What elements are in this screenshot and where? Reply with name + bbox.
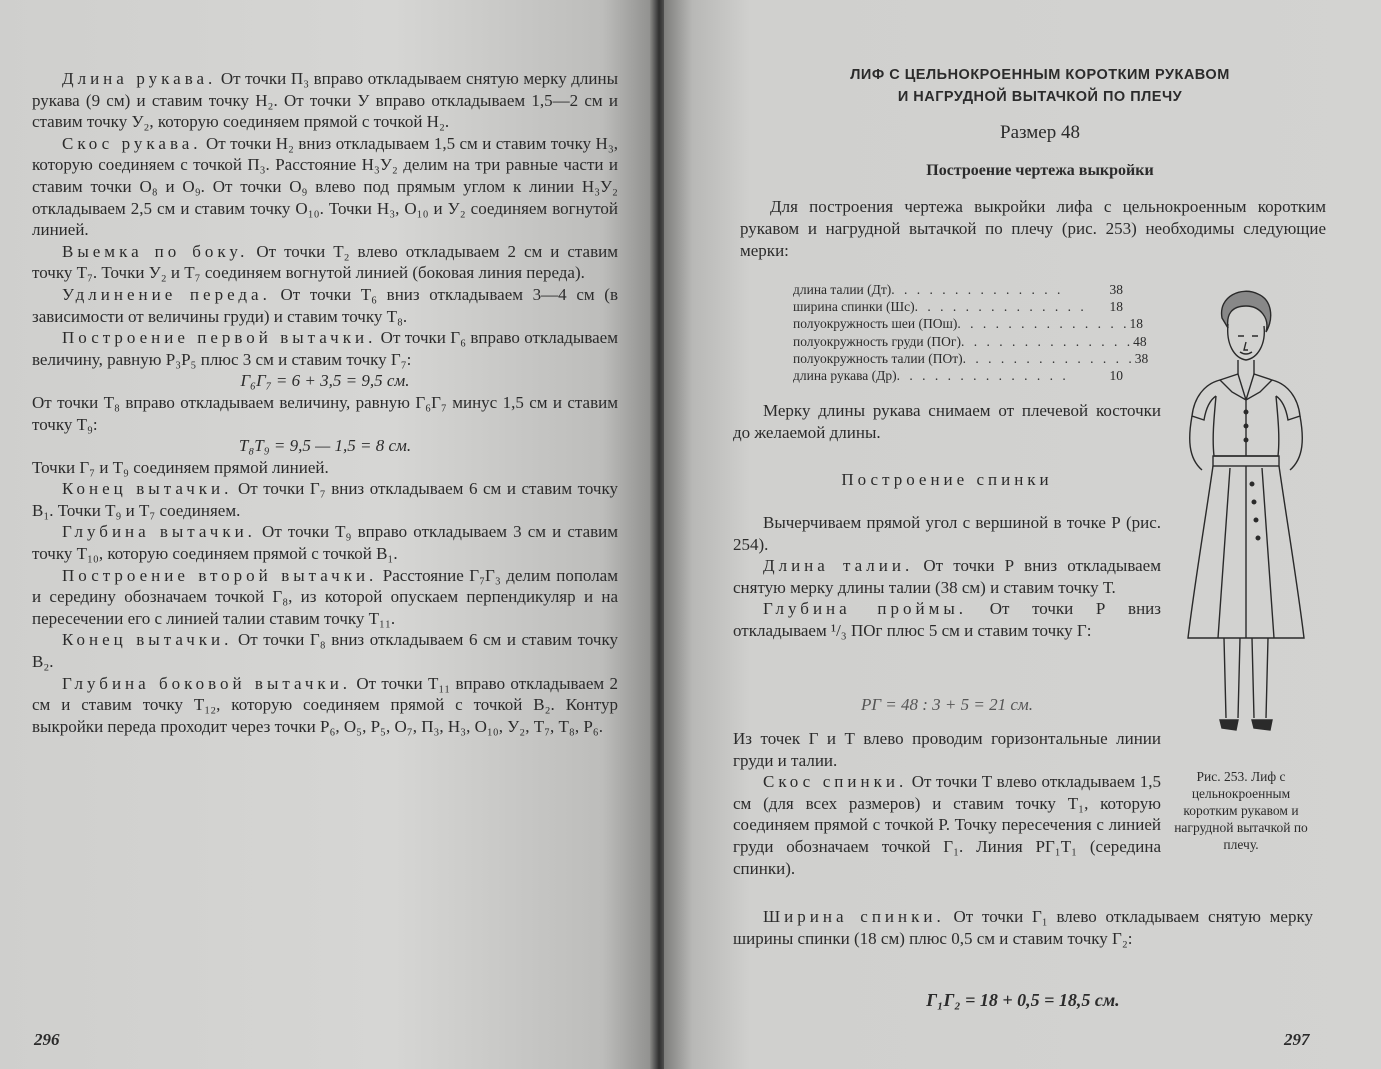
measurement-label: длина рукава (Др) xyxy=(793,368,897,384)
chapter-title-line-1: ЛИФ С ЦЕЛЬНОКРОЕННЫМ КОРОТКИМ РУКАВОМ xyxy=(850,67,1230,83)
leader-dots: . . . . . . . . . . . . . . xyxy=(960,333,1134,349)
paragraph xyxy=(32,241,618,284)
paragraph xyxy=(32,673,618,738)
leader-dots: . . . . . . . . . . . . . . xyxy=(962,350,1135,366)
measurement-label: длина талии (Дт) xyxy=(793,282,892,297)
paragraph-lead: Удлинение переда. xyxy=(62,284,271,304)
leader-dots: . . . . . . . . . . . . . . xyxy=(957,316,1130,332)
measurement-row xyxy=(793,333,1147,350)
measurement-row xyxy=(793,350,1149,367)
paragraph-lead: Длина рукава. xyxy=(62,69,217,88)
paragraph-body: От точки Г₆ вправо откладываем величину, равную Р₃Р₅ плюс 3 см и ставим точку Г₇: xyxy=(32,328,618,369)
back-section-heading: Построение спинки xyxy=(841,470,1053,489)
measurement-value: 18 xyxy=(1109,299,1123,315)
para-armhole-lead: Глубина проймы. xyxy=(763,599,968,619)
chapter-title-line-2: И НАГРУДНОЙ ВЫТАЧКОЙ ПО ПЛЕЧУ xyxy=(897,89,1183,105)
back-construction-text-2 xyxy=(733,728,1161,879)
dress-figure-illustration xyxy=(1180,288,1310,758)
para-armhole xyxy=(733,598,1161,641)
paragraph-body: Расстояние Г₇Г₃ делим пополам и середину обозначаем точкой Г₈, из которой опускаем перпендикуляр и на пересечении его с линией талии ставим точку Т₁₁. xyxy=(32,565,618,628)
paragraph xyxy=(32,327,618,370)
paragraph-lead: Глубина боковой вытачки. xyxy=(62,673,352,693)
paragraph-lead: Конец вытачки. xyxy=(62,479,233,499)
formula-back-width: Г₁Г₂ = 18 + 0,5 = 18,5 см. xyxy=(926,990,1120,1010)
paragraph-lead: Выемка по боку. xyxy=(62,241,249,261)
left-page xyxy=(0,0,655,1069)
leader-dots: . . . . . . . . . . . . . . xyxy=(896,368,1069,384)
measurement-label: ширина спинки (Шс) xyxy=(793,299,915,315)
paragraph-body: От точки Г₇ вниз откладываем 6 см и ставим точку В₁. Точки Т₉ и Т₇ соединяем. xyxy=(32,479,618,520)
back-construction-text xyxy=(733,512,1161,642)
measurement-label: полуокружность талии (ПОт) xyxy=(793,350,963,366)
paragraph-body: От точки Т₆ вниз откладываем 3—4 см (в зависимости от величины груди) и ставим точку Т₈. xyxy=(32,284,618,326)
para-armhole-body: От точки Р вниз откладываем ¹/₃ ПОг плюс 5 см и ставим точку Г: xyxy=(733,599,1161,640)
para-slope-lead: Скос спинки. xyxy=(763,772,908,792)
size-heading: Размер 48 xyxy=(1000,122,1080,143)
paragraph xyxy=(32,284,618,327)
back-width-text xyxy=(733,906,1313,949)
paragraph-body: От точки Т₁₁ вправо откладываем 2 см и ставим точку Т₁₂, которую соединяем прямой с точкой В₂. Контур выкройки переда проходит через точки Р₆, О₅, Р₅, О₇, П₃, Н₃, О₁₀, У₂, Т₇, Т₈, Р₆. xyxy=(32,673,618,736)
measurement-value: 18 xyxy=(1129,316,1143,332)
paragraph: От точки Т₈ вправо откладываем величину, равную Г₆Г₇ минус 1,5 см и ставим точку Т₉: xyxy=(32,392,618,434)
paragraph xyxy=(32,521,618,564)
paragraph-body: От точки Г₈ вниз откладываем 6 см и ставим точку В₂. xyxy=(32,630,618,672)
paragraph xyxy=(32,68,618,133)
measurement-label: полуокружность груди (ПОг) xyxy=(793,333,961,349)
measurement-value: 48 xyxy=(1133,333,1147,349)
para-angle: Вычерчиваем прямой угол с вершиной в точке Р (рис. 254). xyxy=(733,513,1161,554)
formula-armhole: РГ = 48 : 3 + 5 = 21 см. xyxy=(860,695,1034,714)
intro-text: Для построения чертежа выкройки лифа с цельнокроенным коротким рукавом и нагрудной вытачкой по плечу (рис. 253) необходимы следующие мерки: xyxy=(740,197,1326,260)
measurement-value: 38 xyxy=(1134,350,1149,366)
paragraph-lead: Скос рукава. xyxy=(62,133,202,153)
measurement-row xyxy=(793,367,1123,384)
measurement-value: 38 xyxy=(1109,282,1123,297)
left-page-text xyxy=(32,68,618,737)
para-width-lead: Ширина спинки. xyxy=(763,907,945,926)
measurement-row xyxy=(793,315,1143,332)
measurements-list xyxy=(793,281,1149,384)
para-waist-lead: Длина талии. xyxy=(763,556,914,576)
paragraph-lead: Глубина вытачки. xyxy=(62,522,256,542)
page-number-right: 297 xyxy=(1284,1030,1310,1049)
paragraph xyxy=(32,133,618,241)
measurement-label: полуокружность шеи (ПОш) xyxy=(793,316,958,332)
formula: Г₆Г₇ = 6 + 3,5 = 9,5 см. xyxy=(240,371,410,391)
para-waist-body: От точки Р вниз откладываем снятую мерку длины талии (38 см) и ставим точку Т. xyxy=(733,556,1161,597)
paragraph xyxy=(32,565,618,630)
paragraph-lead: Построение второй вытачки. xyxy=(62,565,378,585)
intro-paragraph xyxy=(740,196,1326,262)
formula: Т₈Т₉ = 9,5 — 1,5 = 8 см. xyxy=(238,436,412,456)
paragraph-body: От точки Н₂ вниз откладываем 1,5 см и ставим точку Н₃, которую соединяем с точкой П₃. Расстояние Н₃У₂ делим на три равные части и ставим точки О₈ и О₉. От точки О₉ влево под прямым углом к линии Н₃У₂ откладываем 2,5 см и ставим точку О₁₀. Точки Н₃, О₁₀ и У₂ соединяем вогнутой линией. xyxy=(32,133,619,240)
measurement-row xyxy=(793,298,1123,315)
paragraph-lead: Конец вытачки. xyxy=(62,630,233,650)
paragraph xyxy=(32,478,618,521)
paragraph: Точки Г₇ и Т₉ соединяем прямой линией. xyxy=(32,457,329,477)
leader-dots: . . . . . . . . . . . . . . xyxy=(891,282,1064,297)
measurement-value: 10 xyxy=(1109,368,1123,384)
para-waist xyxy=(733,555,1161,598)
section-subtitle: Построение чертежа выкройки xyxy=(926,162,1154,179)
paragraph-body: От точки П₃ вправо откладываем снятую мерку длины рукава (9 см) и ставим точку Н₂. От точки У вправо откладываем 1,5—2 см и ставим точку У₂, которую соединяем прямой с точкой Н₂. xyxy=(32,69,618,132)
leader-dots: . . . . . . . . . . . . . . xyxy=(914,299,1087,315)
para-lines: Из точек Г и Т влево проводим горизонтальные линии груди и талии. xyxy=(733,729,1161,770)
paragraph xyxy=(32,629,618,672)
paragraph-lead: Построение первой вытачки. xyxy=(62,328,377,348)
paragraph-body: От точки Т₂ влево откладываем 2 см и ставим точку Т₇. Точки У₂ и Т₇ соединяем вогнутой линией (боковая линия переда). xyxy=(32,241,618,283)
para-width xyxy=(733,906,1313,949)
sleeve-note xyxy=(733,400,1161,443)
chapter-title xyxy=(780,64,1300,108)
para-width-body: От точки Г₁ влево откладываем снятую мерку ширины спинки (18 см) плюс 0,5 см и ставим точку Г₂: xyxy=(733,907,1313,948)
para-slope xyxy=(733,771,1161,879)
sleeve-note-text: Мерку длины рукава снимаем от плечевой косточки до желаемой длины. xyxy=(733,401,1161,442)
figure-caption: Рис. 253. Лиф с цельнокроенным коротким рукавом и нагрудной вытачкой по плечу. xyxy=(1174,769,1308,852)
measurement-row xyxy=(793,281,1123,298)
page-number-left: 296 xyxy=(34,1030,60,1049)
paragraph-body: От точки Т₉ вправо откладываем 3 см и ставим точку Т₁₀, которую соединяем прямой с точкой В₁. xyxy=(32,522,619,564)
para-slope-body: От точки Т влево откладываем 1,5 см (для всех размеров) и ставим точку Т₁, которую соединяем прямой с точкой Р. Точку пересечения с линией груди обозначаем точкой Г₁. Линия РГ₁Т₁ (середина спинки). xyxy=(733,772,1161,878)
